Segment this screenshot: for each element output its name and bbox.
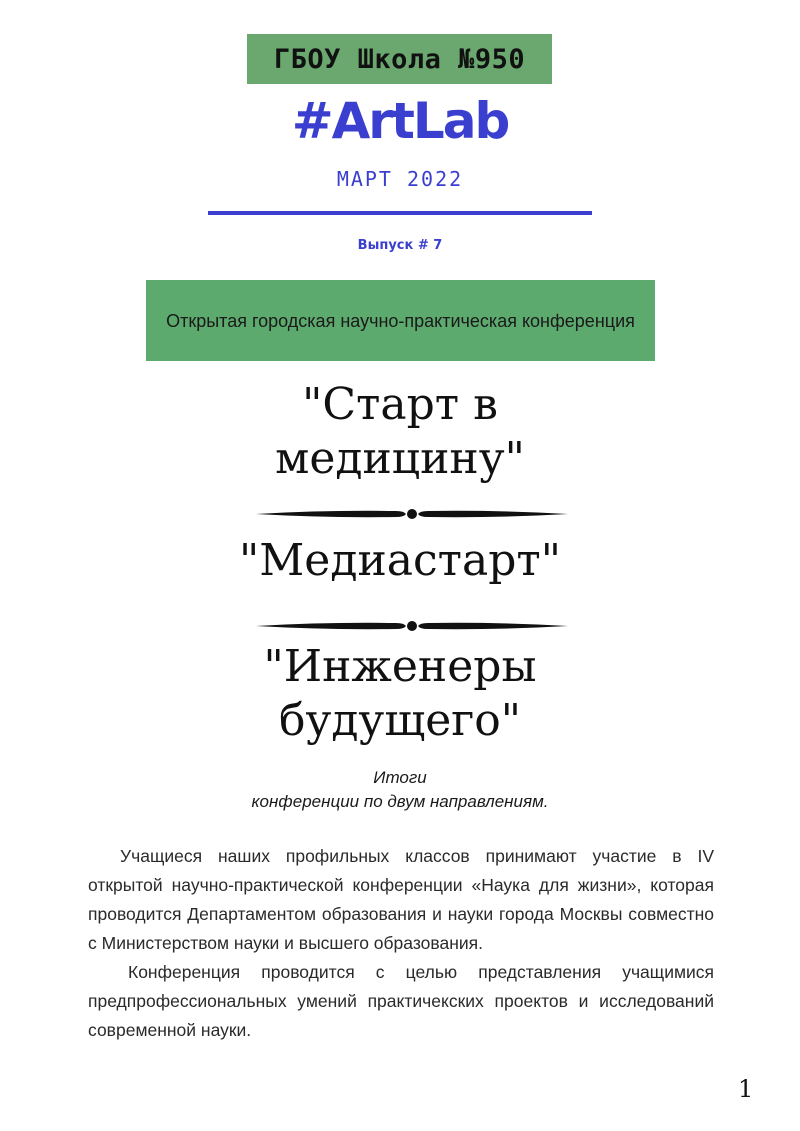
body-paragraph-2: Конференция проводится с целью представления учащимися предпрофессиональных умений практичекских проектов и исследований современной науки. [88, 962, 714, 1040]
conference-band [146, 280, 655, 361]
header-rule [208, 211, 592, 215]
title-engineers-future [0, 640, 800, 748]
summary-caption [0, 766, 800, 814]
ornamental-divider-icon [256, 619, 568, 633]
issue-number: Выпуск # 7 [357, 238, 443, 253]
article-body [88, 842, 714, 1045]
conference-band-text: Открытая городская научно-практическая конференция [166, 310, 635, 331]
summary-line-2: конференции по двум направлениям. [251, 792, 549, 811]
summary-line-1: Итоги [373, 768, 427, 787]
issue-date: МАРТ 2022 [336, 167, 464, 191]
brand-title: #ArtLab [291, 92, 509, 150]
school-name-badge: ГБОУ Школа №950 [247, 34, 552, 84]
page-number: 1 [738, 1075, 754, 1103]
title-mediastart: "Медиастарт" [239, 535, 561, 586]
ornamental-divider-icon [256, 507, 568, 521]
title-start-medicine [0, 378, 800, 486]
title-engineers-future-text: "Инженеры будущего" [263, 641, 537, 746]
body-paragraph-1: Учащиеся наших профильных классов принимают участие в IV открытой научно-практической конференции «Наука для жизни», которая проводится Департаментом образования и науки города Москвы совместно с Министерством науки и высшего образования. [88, 846, 714, 953]
title-start-medicine-text: "Старт в медицину" [275, 379, 525, 484]
